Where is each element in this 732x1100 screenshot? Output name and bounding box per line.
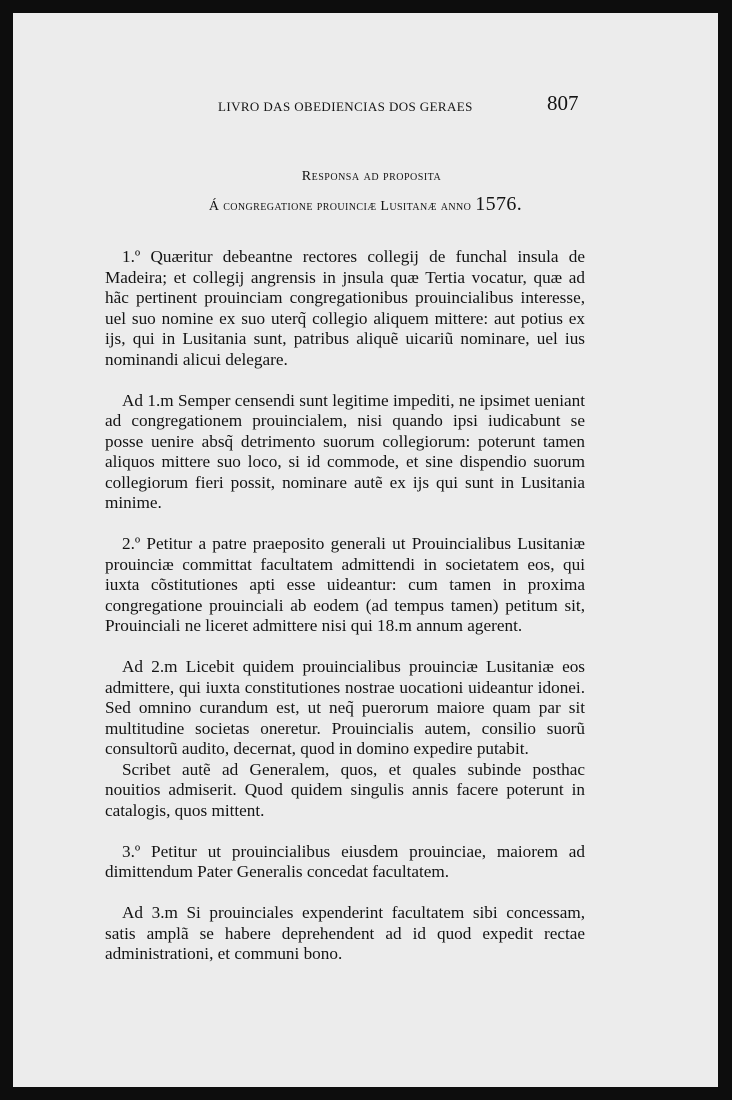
running-head: LIVRO DAS OBEDIENCIAS DOS GERAES — [218, 99, 473, 114]
section-title-text: Responsa ad proposita — [301, 169, 442, 184]
section-subtitle — [13, 193, 718, 216]
answer-2-continued: Scribet autẽ ad Generalem, quos, et quales subinde posthac nouitios admiserit. Quod quidem singulis annis facere poterunt in catalogis, quos mittent. — [105, 759, 585, 820]
answer-3: Ad 3.m Si prouinciales expenderint facultatem sibi concessam, satis amplã se habere deprehendent ad id quod expedit rectae administrationi, et communi bono. — [105, 903, 585, 963]
section-year: 1576. — [475, 193, 523, 215]
answer-1: Ad 1.m Semper censendi sunt legitime impediti, ne ipsimet ueniant ad congregationem prouincialem, nisi quando ipsi iudicabunt se posse uenire absq̃ detrimento suorum collegiorum: poterunt tamen aliquos mittere suo loco, si id commode, et sine dispendio suorum collegiorum fieri possit, nominare autẽ ex ijs qui sunt in Lusitania minime. — [105, 390, 585, 512]
question-2: 2.º Petitur a patre praeposito generali ut Prouincialibus Lusitaniæ prouinciæ committat facultatem admittendi in societatem eos, qui iuxta cõstitutiones apti esse uideantur: cum tamen in proxima congregatione prouinciali ab eodem (ad tempus tamen) petitum sit, Prouinciali ne liceret admittere nisi qui 18.m annum agerent. — [105, 534, 585, 635]
book-page — [13, 13, 718, 1087]
answer-2: Ad 2.m Licebit quidem prouincialibus prouinciæ Lusitaniæ eos admittere, qui iuxta constitutiones nostrae uocationi uideantur idonei. Sed omnino curandum est, ut neq̃ puerorum maiore quam par sit multitudine societas oneretur. Prouincialis autem, consilio suorũ consultorũ audito, decernat, quod in domino expedire putabit. — [105, 657, 585, 758]
question-3: 3.º Petitur ut prouincialibus eiusdem prouinciae, maiorem ad dimittendum Pater Generalis concedat facultatem. — [105, 841, 585, 881]
document-body — [105, 247, 585, 965]
page-number: 807 — [547, 91, 579, 115]
section-title — [13, 169, 718, 185]
section-subtitle-text: Á congregatione prouinciæ Lusitanæ anno — [208, 199, 476, 214]
question-1: 1.º Quæritur debeantne rectores collegij de funchal insula de Madeira; et collegij angrensis in jnsula quæ Tertia vocatur, quæ ad hãc pertinent prouinciam congregationibus prouincialibus interesse, uel suo nomine ex suo uterq̃ collegio aliquem mittere: aut potius ex ijs, qui in Lusitania sunt, patribus aliquẽ uicariũ nominare, uel ius nominandi alicui delegare. — [105, 247, 585, 369]
